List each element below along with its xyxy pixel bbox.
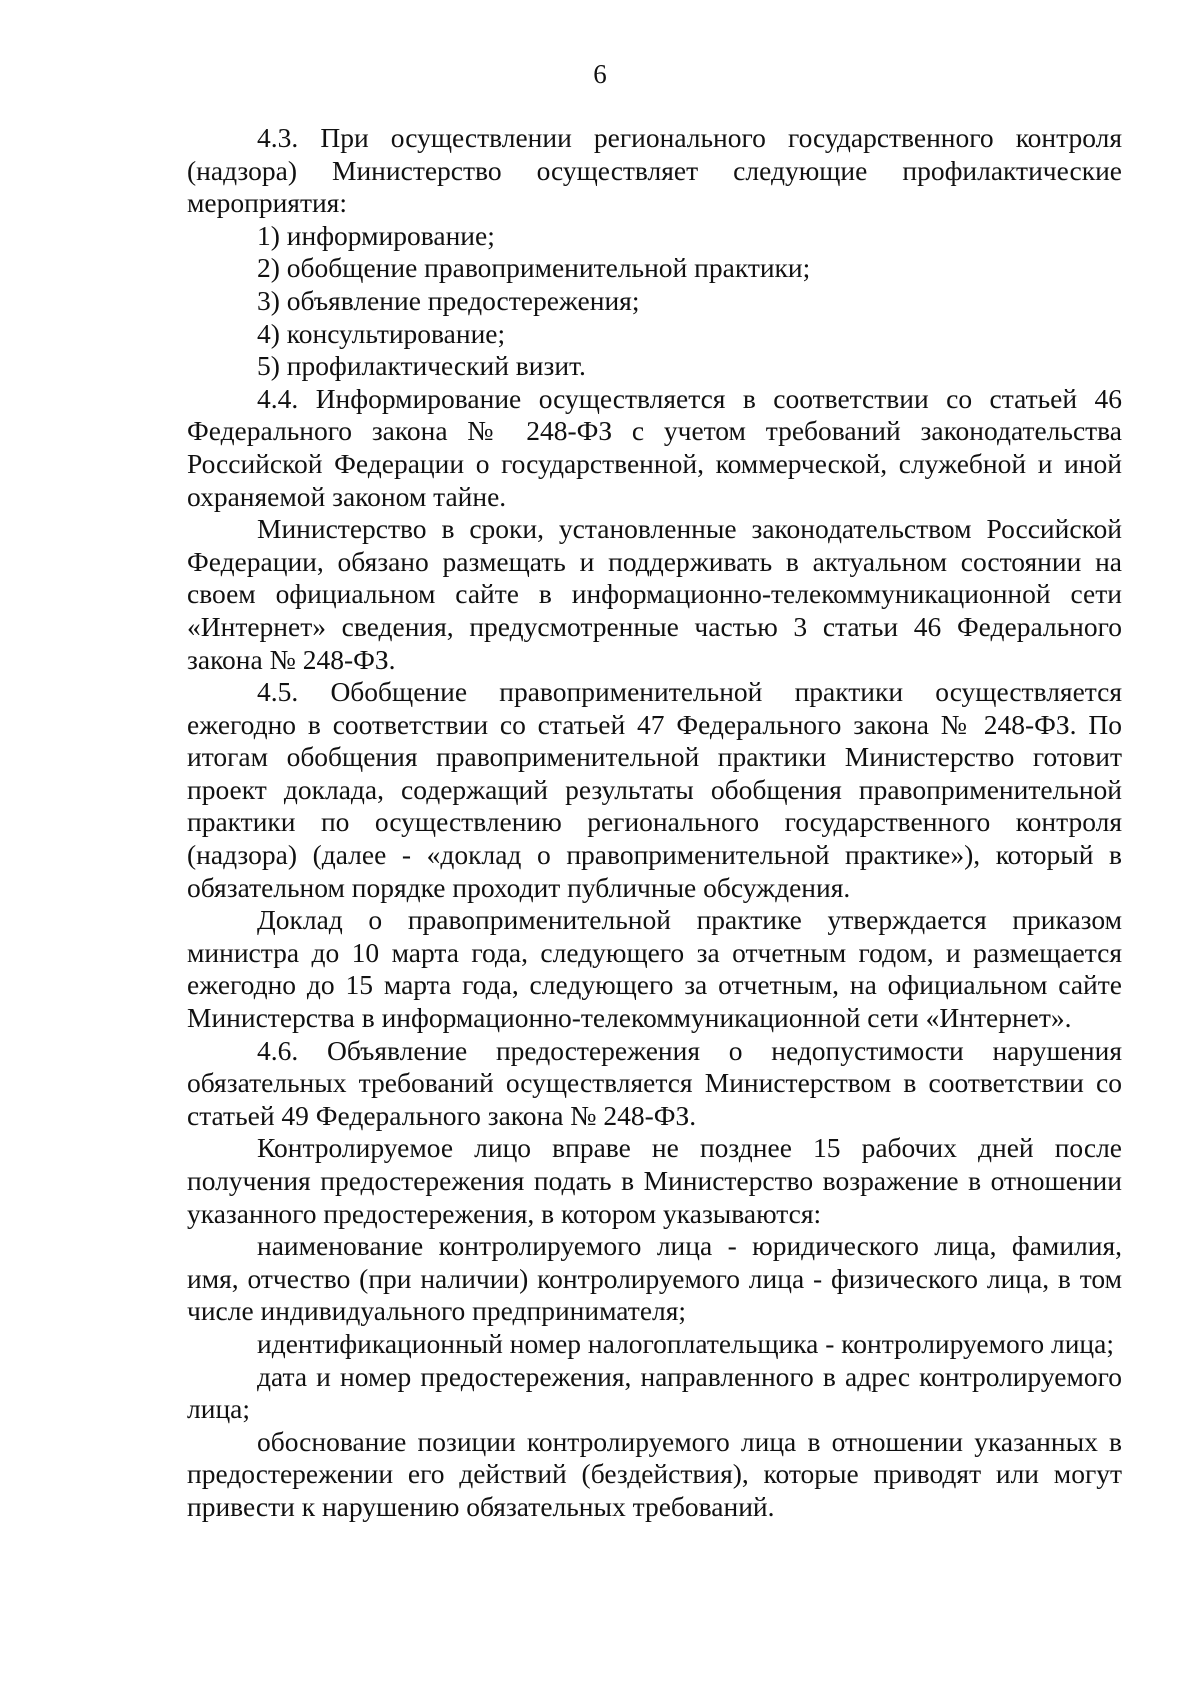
- objection-item-warning-date: дата и номер предостережения, направленного в адрес контролируемого лица;: [187, 1360, 1122, 1425]
- list-item-generalization: 2) обобщение правоприменительной практики;: [257, 252, 811, 284]
- paragraph-report-approval: Доклад о правоприменительной практике утверждается приказом министра до 10 марта года, следующего за отчетным годом, и размещается ежегодно до 15 марта года, следующего за отчетным, на официальном сайте Министерства в информационно-телекоммуникационной сети «Интернет».: [187, 904, 1122, 1034]
- paragraph-4-3: 4.3. При осуществлении регионального государственного контроля (надзора) Министерство осуществляет следующие профилактические мероприятия:: [187, 122, 1122, 219]
- objection-item-name: наименование контролируемого лица - юридического лица, фамилия, имя, отчество (при наличии) контролируемого лица - физического лица, в том числе индивидуального предпринимателя;: [187, 1230, 1122, 1327]
- objection-item-justification: обоснование позиции контролируемого лица в отношении указанных в предостережении его действий (бездействия), которые приводят или могут привести к нарушению обязательных требований.: [187, 1425, 1122, 1522]
- list-item-informing: 1) информирование;: [257, 219, 495, 251]
- list-item-warning: 3) объявление предостережения;: [257, 284, 640, 316]
- list-item-consulting: 4) консультирование;: [257, 317, 506, 349]
- paragraph-objection: Контролируемое лицо вправе не позднее 15 рабочих дней после получения предостережения подать в Министерство возражение в отношении указанного предостережения, в котором указываются:: [187, 1132, 1122, 1229]
- list-item-visit: 5) профилактический визит.: [257, 350, 586, 382]
- paragraph-4-5: 4.5. Обобщение правоприменительной практики осуществляется ежегодно в соответствии со статьей 47 Федерального закона № 248-ФЗ. По итогам обобщения правоприменительной практики Министерство готовит проект доклада, содержащий результаты обобщения правоприменительной практики по осуществлению регионального государственного контроля (надзора) (далее - «доклад о правоприменительной практике»), который в обязательном порядке проходит публичные обсуждения.: [187, 676, 1122, 903]
- page-number: 6: [593, 59, 607, 89]
- paragraph-website-duty: Министерство в сроки, установленные законодательством Российской Федерации, обязано размещать и поддерживать в актуальном состоянии на своем официальном сайте в информационно-телекоммуникационной сети «Интернет» сведения, предусмотренные частью 3 статьи 46 Федерального закона № 248-ФЗ.: [187, 513, 1122, 675]
- document-body: [187, 122, 1122, 1524]
- objection-item-inn: идентификационный номер налогоплательщика - контролируемого лица;: [257, 1327, 1114, 1359]
- paragraph-4-4: 4.4. Информирование осуществляется в соответствии со статьей 46 Федерального закона № 248-ФЗ с учетом требований законодательства Российской Федерации о государственной, коммерческой, служебной и иной охраняемой законом тайне.: [187, 382, 1122, 512]
- paragraph-4-6: 4.6. Объявление предостережения о недопустимости нарушения обязательных требований осуществляется Министерством в соответствии со статьей 49 Федерального закона № 248-ФЗ.: [187, 1034, 1122, 1131]
